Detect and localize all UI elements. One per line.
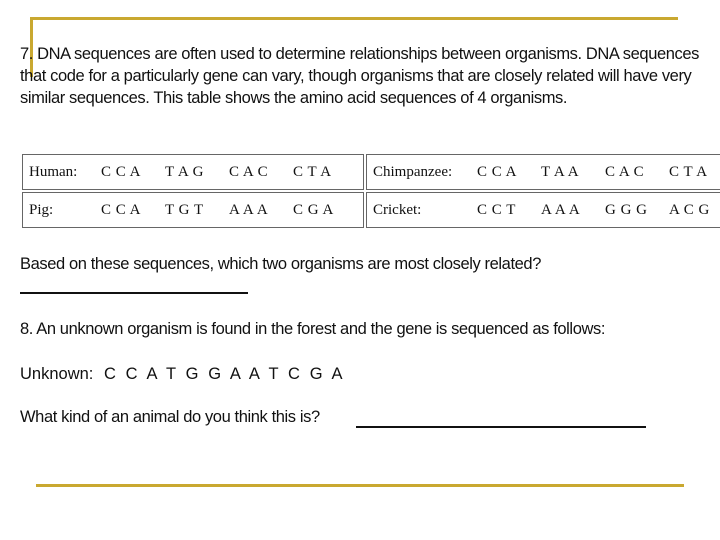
unknown-label: Unknown:: [20, 365, 94, 383]
sequence-table: [20, 152, 720, 230]
unknown-sequence-line: [20, 365, 345, 384]
frame-accent-bottom: [36, 484, 684, 487]
codon: C C A: [101, 163, 142, 180]
codon: A A A: [229, 201, 269, 218]
codon: T A A: [541, 163, 580, 180]
codon: C A C: [605, 163, 645, 180]
table-cell-pig: [22, 192, 364, 228]
organism-label: Chimpanzee:: [373, 163, 453, 180]
answer-blank-animal[interactable]: [356, 426, 646, 428]
question-8-text: 8. An unknown organism is found in the forest and the gene is sequenced as follows:: [20, 320, 606, 338]
codon: T G T: [165, 201, 204, 218]
codon: T A G: [165, 163, 204, 180]
table-cell-cricket: [366, 192, 720, 228]
frame-accent-top: [30, 17, 678, 20]
codon: G G G: [605, 201, 648, 218]
codon: A C G: [669, 201, 710, 218]
unknown-sequence: C C A T G G A A T C G A: [103, 365, 346, 383]
codon: C C A: [477, 163, 518, 180]
organism-label: Human:: [29, 163, 78, 180]
organism-label: Cricket:: [373, 201, 422, 218]
codon: C G A: [293, 201, 334, 218]
codon: C T A: [669, 163, 708, 180]
codon: C C T: [477, 201, 516, 218]
table-row: [22, 154, 720, 190]
table-cell-chimpanzee: [366, 154, 720, 190]
organism-label: Pig:: [29, 201, 54, 218]
codon: C A C: [229, 163, 269, 180]
question-7-text: 7. DNA sequences are often used to determine relationships between organisms. DNA sequences that code for a particularly gene can vary, though organisms that are closely related will have very similar sequences. This table shows the amino acid sequences of 4 organisms.: [20, 45, 700, 107]
codon: A A A: [541, 201, 581, 218]
answer-blank-related[interactable]: [20, 292, 248, 294]
question-8-follow-up: What kind of an animal do you think this is?: [20, 408, 320, 426]
codon: C C A: [101, 201, 142, 218]
table-cell-human: [22, 154, 364, 190]
codon: C T A: [293, 163, 332, 180]
table-row: [22, 192, 720, 228]
based-question-text: Based on these sequences, which two organisms are most closely related?: [20, 255, 541, 273]
